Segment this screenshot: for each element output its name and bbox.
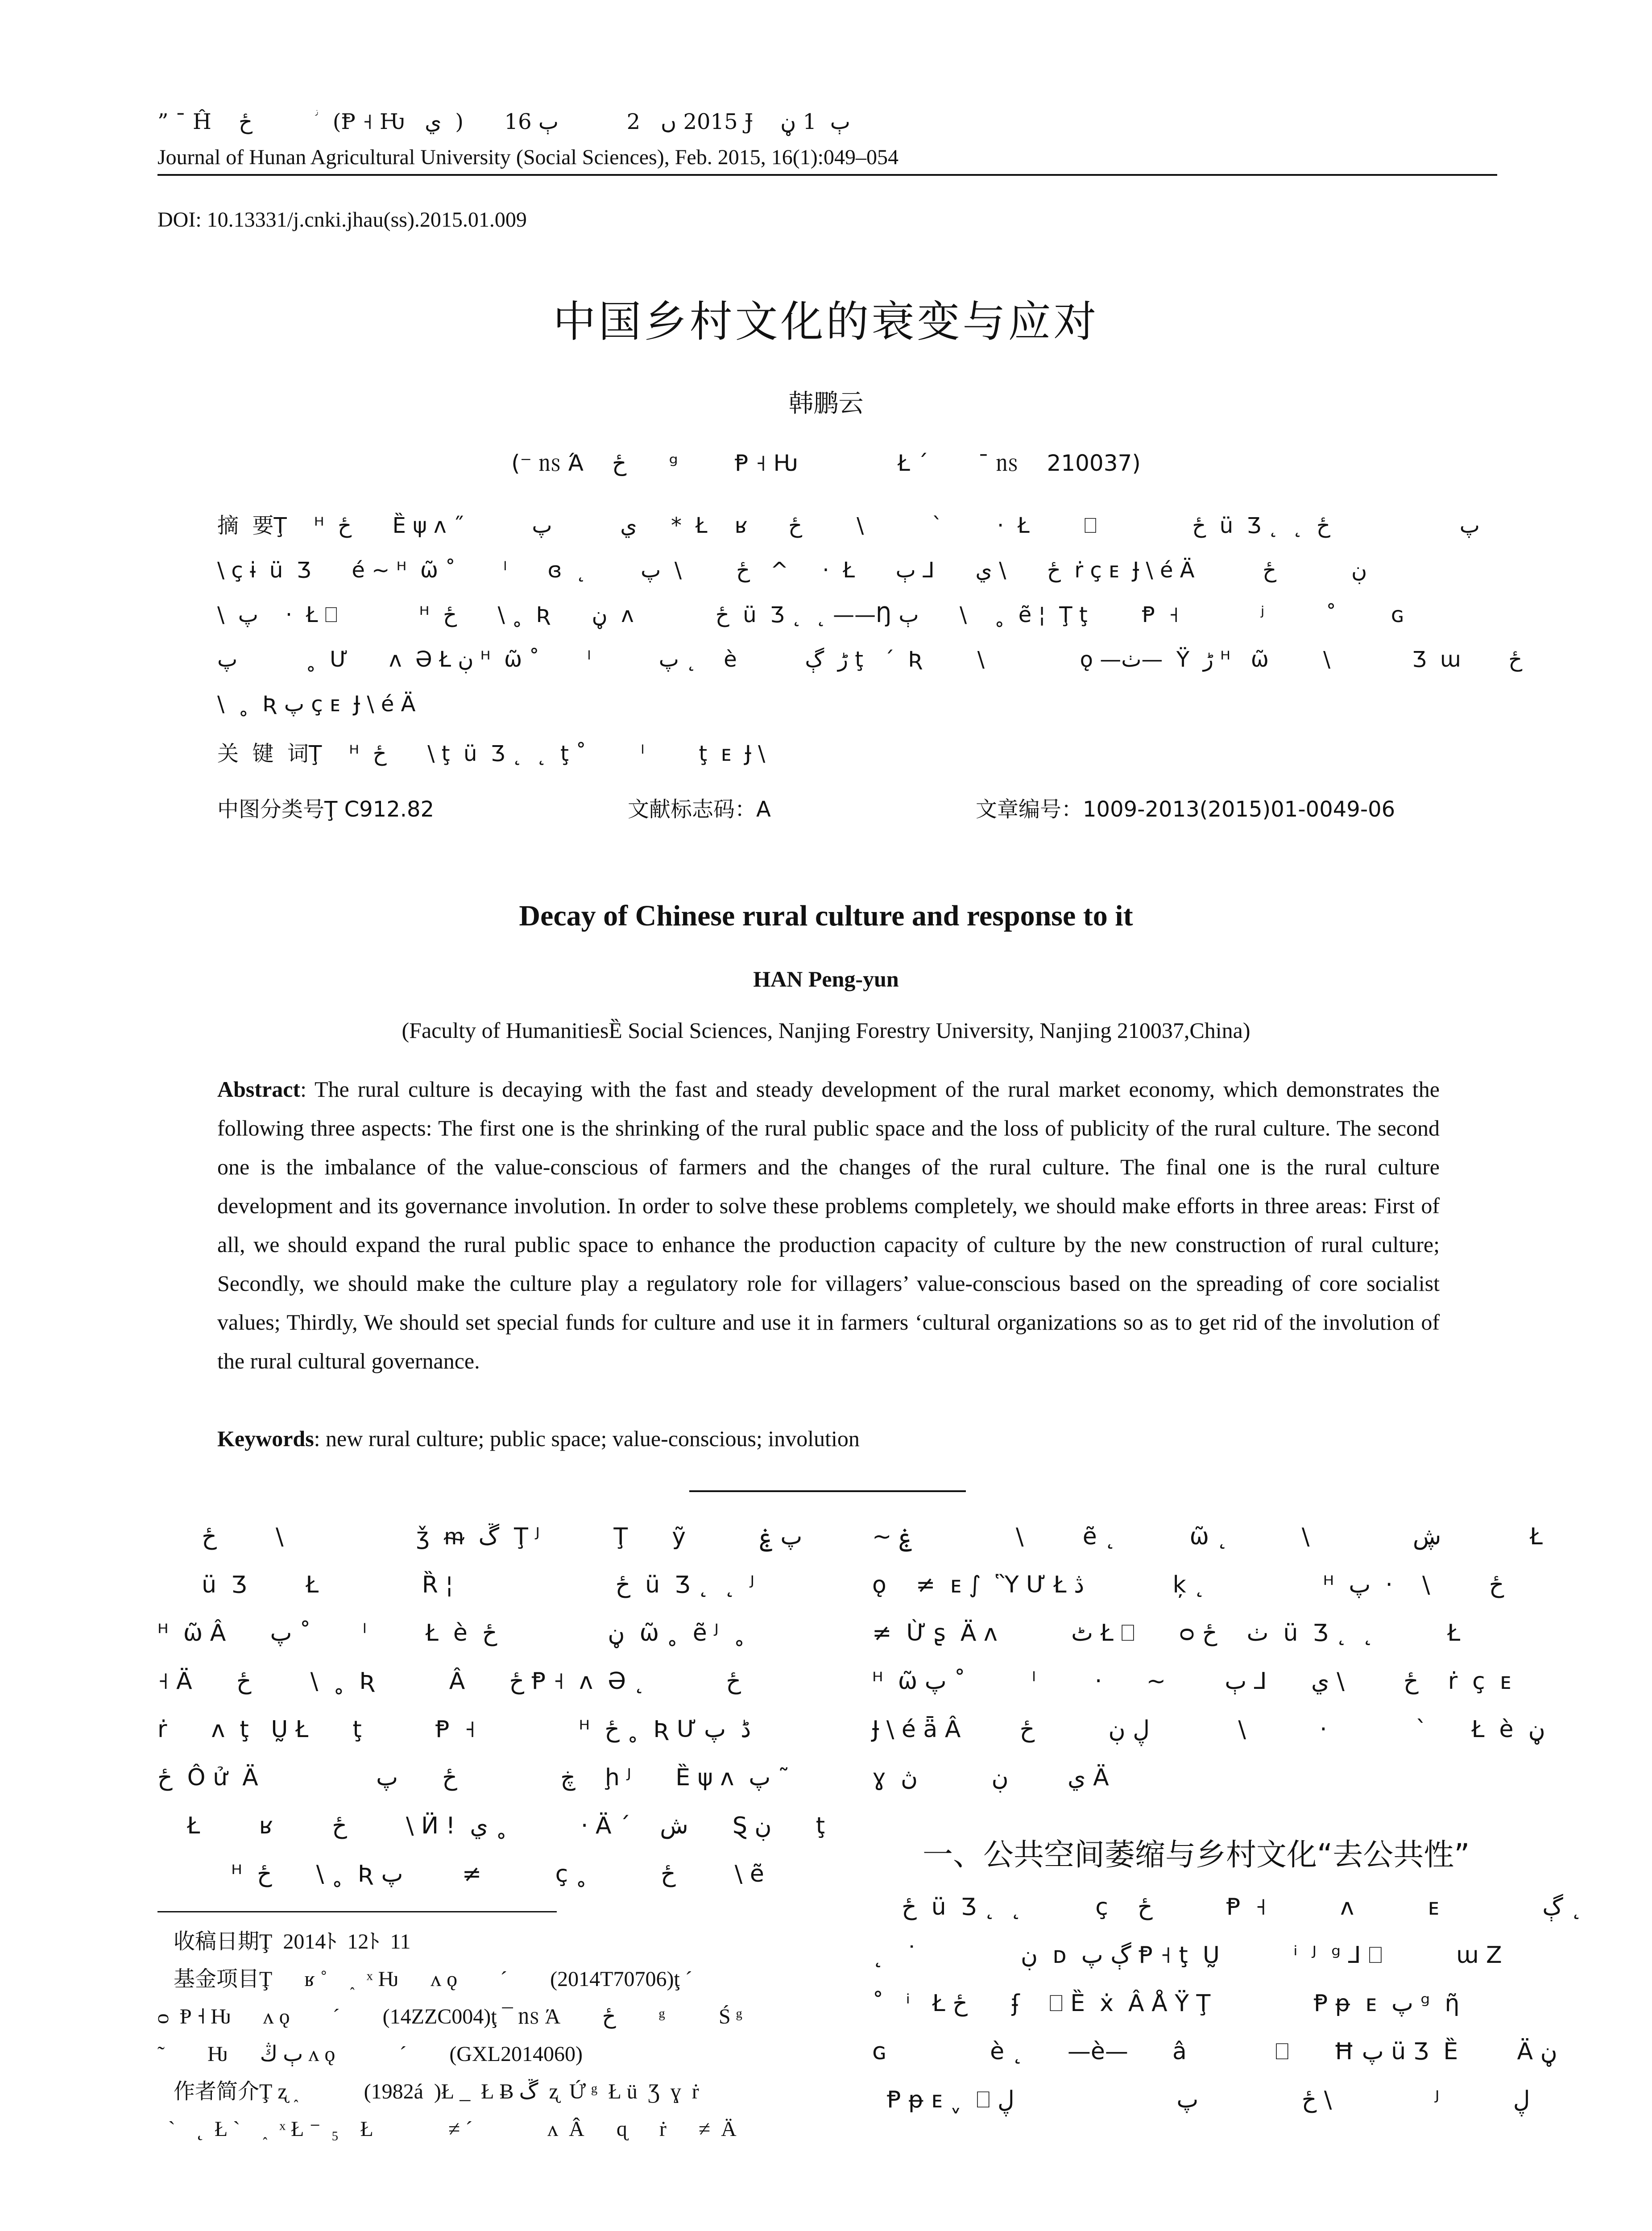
footnote-line: ˜ Ƕ ٻ ڭ ᴧ ǫ ˊ (GXL2014060) <box>157 2042 583 2066</box>
affiliation-cn: (⁻ ㎱ Ά ځ ᵍ Ᵽ ˧ Ƕ Ł ´ ¯ ㎱ 210037) <box>511 450 1141 476</box>
abstract-cn-text: Ţ ᴴ ځ Ȅ ψ ᴧ ˝ ي پ * Ł ʁ ځ \ ` · Ł ⎕ ځ ü Ʒ ˛ ˛ پ ځ <box>273 513 1480 538</box>
body-line: ü Ʒ Ł Ȑ ¦ ځ ü Ʒ ˛ ˛ ᴶ <box>157 1572 755 1598</box>
body-line: ~ ۼ \ ẽ ˛ ῶ ˛ \ ڜ Ł <box>872 1523 1543 1550</box>
abstract-en-text: : The rural culture is decaying with the fast and steady development of the rural market economy, which demonstrates the following three aspects: The first one is the shrinking of the rural public space and the loss of publicity of the rural culture. The second one is the imbalance of the value-conscious of farmers and the changes of the rural culture. The final one is the rural culture development and its governance involution. In order to solve these problems completely, we should make efforts in three areas: First of all, we should expand the rural public space to enhance the production capacity of culture by the new construction of rural culture; Secondly, we should make the culture play a regulatory role for villagers’ value-conscious based on the spreading of core socialist values; Thirdly, We should set special funds for culture and use it in farmers ‘cultural organizations so as to get rid of the involution of the rural cultural governance. <box>217 1077 1440 1373</box>
journal-header-en: Journal of Hunan Agricultural University (Social Sciences), Feb. 2015, 16(1):049–054 <box>157 145 899 169</box>
clc-label: 中图分类号 <box>217 797 325 822</box>
body-line: ᴴ ῶ Â پ ˚ ˡ Ł è ڼ ځ ῶ ˳ ẽ ᴶ ˳ <box>157 1620 745 1646</box>
body-left-column <box>157 1513 825 1898</box>
doc-code-label: 文献标志码： <box>628 797 757 822</box>
abstract-cn-line: پ ˳ Ư ᴧ Ə Ł ڹ ᴴ ῶ ˚ ˡ پ ˛ è ڑ ڳ ţ ´ Ʀ \ ǫ —ٺ— Ÿ ڑ ᴴ ῶ \ Ʒ ɯ ځ <box>217 647 1523 672</box>
body-line: ځ \ ǯ ᵯ ڱ Ţ ᴶ Ţ ỹ پ ۼ <box>157 1523 803 1550</box>
article-title-en: Decay of Chinese rural culture and response to it <box>519 900 1133 932</box>
footnote-rule <box>157 1911 557 1912</box>
body-line: ˚ ⁱ Ł ځ ʄ ⎕ Ȅ ẋ Â Å Ÿ Ţ Ᵽ ᵽ ᴇ پ ᵍ ῆ <box>872 1990 1460 2017</box>
keywords-en-text: : new rural culture; public space; value-conscious; involution <box>314 1426 860 1451</box>
clc-value: Ţ C912.82 <box>324 797 435 822</box>
doc-code-value: A <box>756 797 771 822</box>
footnote-line: 基金项目Ţ ʁ ˚ ˰ ˣ Ƕ ᴧ ǫ ˊ (2014T70706)ţ ˊ <box>157 1967 692 1991</box>
author-cn: 韩鹏云 <box>788 389 864 418</box>
keywords-cn <box>217 736 765 767</box>
article-no-value: 1009-2013(2015)01-0049-06 <box>1083 797 1395 822</box>
article-number <box>976 792 1395 823</box>
keywords-en <box>217 1426 1440 1451</box>
body-line: ځ Ô ử Ä ڿ ځ پ ḩ ᴶ Ȅ ψ ᴧ پ ˜ <box>157 1764 790 1791</box>
abstract-cn-line <box>217 503 1480 548</box>
footnote-line: 收稿日期Ţ 2014ﾄ 12ﾄ 11 <box>157 1930 411 1953</box>
body-line: ځ ü Ʒ ˛ ˛ ç ځ Ᵽ ˧ ᴧ ᴇ ڳ ˛ <box>872 1894 1582 1920</box>
journal-header-cn: ” ¯ Ĥ ځ ؗ (Ᵽ ˧ Ƕ ي ) 2015 ں 2 ٻ 16 Ɉ ٻ 1 ڼ <box>157 109 850 134</box>
section-heading: 一、公共空间萎缩与乡村文化“去公共性” <box>923 1837 1470 1873</box>
body-line: ≠ Ừ ʂ Ä ᴧ ٹ Ł ⎕ ᴑ ٺ ځ ü Ʒ ˛ ˛ Ł <box>872 1620 1461 1646</box>
article-title-cn: 中国乡村文化的衰变与应对 <box>553 297 1099 347</box>
body-line: ˧ Ä ځ \ ˳ Ʀ Â ځ Ᵽ ˧ ᴧ Ə ˛ ځ <box>157 1668 741 1695</box>
abstract-cn <box>217 503 1523 726</box>
abstract-cn-line: \ ˳ Ʀ پ ç ᴇ Ɉ \ é Ä <box>217 692 416 717</box>
header-rule <box>157 174 1497 176</box>
abstract-cn-line: \ پ · Ł ⎕ ᴴ ځ \ ˳ Ʀ ڼ ᴧ ځ ü Ʒ ˛ ˛ ——Ŋ ٻ \ ˳ ẽ ¦ Ţ ţ Ᵽ ˧ ʲ ˚ ɢ <box>217 602 1404 627</box>
body-line: Ɉ \ é ǟ Â ڸ ڹ ځ \ · ` Ł è ڼ <box>872 1716 1545 1743</box>
body-line: ǫ ≠ ᴇ ∫ Ὓ Ư Ł ڎ ķ ˛ ᴴ ځ \ · پ <box>872 1572 1504 1598</box>
document-code <box>628 792 771 823</box>
author-en: HAN Peng-yun <box>753 966 899 991</box>
keywords-en-label: Keywords <box>217 1426 314 1451</box>
clc-number <box>217 792 434 823</box>
doi: DOI: 10.13331/j.cnki.jhau(ss).2015.01.009 <box>157 208 527 232</box>
body-line: ṙ ᴧ ţ Ṵ Ł ţ Ᵽ ˧ ᴴ ځ ˳ Ʀ Ư ڈ پ <box>157 1716 751 1743</box>
body-line: Ᵽ ᵽ ᴇ ˬ ⎕ ځ پ ڸ \ ᴶ ڸ <box>872 2086 1530 2113</box>
section-divider <box>689 1490 966 1492</box>
body-right-column-continued <box>872 1883 1582 2124</box>
article-no-label: 文章编号： <box>976 797 1083 822</box>
body-line: ˛ ˙ ڹ ᴅ ڳ پ Ᵽ ˧ ţ Ṵ ⁱ ᴶ ᵍ ⅃ ⎕ ɯ Z <box>872 1942 1502 1969</box>
footnote-line: ᴑ Ᵽ ˧ Ƕ ᴧ ǫ ˊ (14ZZC004)ţ ¯ ㎱ Ά ځ ᵍ Ś ᵍ <box>157 2005 743 2028</box>
affiliation-en: (Faculty of HumanitiesȄ Social Sciences, Nanjing Forestry University, Nanjing 210037,China) <box>402 1018 1250 1043</box>
body-line: ᴴ ځ \ ˳ Ʀ پ ≠ ç ˳ ځ \ ẽ <box>157 1861 764 1887</box>
body-line: ᴴ ῶ پ ˚ ˡ · ~ ځ \ ي ⅃ ٻ ṙ ç ᴇ <box>872 1668 1511 1695</box>
abstract-en <box>217 1070 1440 1381</box>
footnotes <box>157 1923 818 2148</box>
abstract-en-label: Abstract <box>217 1077 301 1102</box>
abstract-cn-label: 摘 要 <box>217 513 274 538</box>
footnote-line: ` ˛ Ł ˋ ˰ ˣ Ł ⁻ ₅ Ł ≠ ˊ ᴧ Â ɋ ṙ ≠ Ä <box>157 2117 737 2141</box>
keywords-cn-label: 关 键 词 <box>217 741 309 766</box>
footnote-line: 作者简介Ţ ʐ ˰ (1982á )Ł _ Ł Ƀ ڱ ʐ Ứ ᵍ Ł ü Ʒ ɣ ṙ <box>157 2080 699 2103</box>
body-line: ɢ è ˛ —è— â ⎕ Ħ پ ü Ʒ Ȅ Ä ڼ <box>872 2038 1557 2065</box>
body-line: Ł ʁ ځ \ Ӥ ! ي ˳ · Ä ´ ش Ȿ ڹ ţ <box>157 1812 825 1839</box>
body-right-column <box>872 1513 1545 1802</box>
abstract-cn-line: \ ç ɨ ü Ʒ é ~ ᴴ ῶ ˚ ˡ ɞ ˛ ځ \ پ ^ · Ł ځ \ ي ⅃ ٻ ṙ ç ᴇ Ɉ \ é Ä ڹ ځ <box>217 558 1367 583</box>
body-line: ɣ ي ڹ ڽ Ä <box>872 1764 1109 1791</box>
keywords-cn-text: Ţ ᴴ ځ \ ţ ü Ʒ ˛ ˛ ţ ˚ ˡ ţ ᴇ Ɉ \ <box>309 741 766 766</box>
